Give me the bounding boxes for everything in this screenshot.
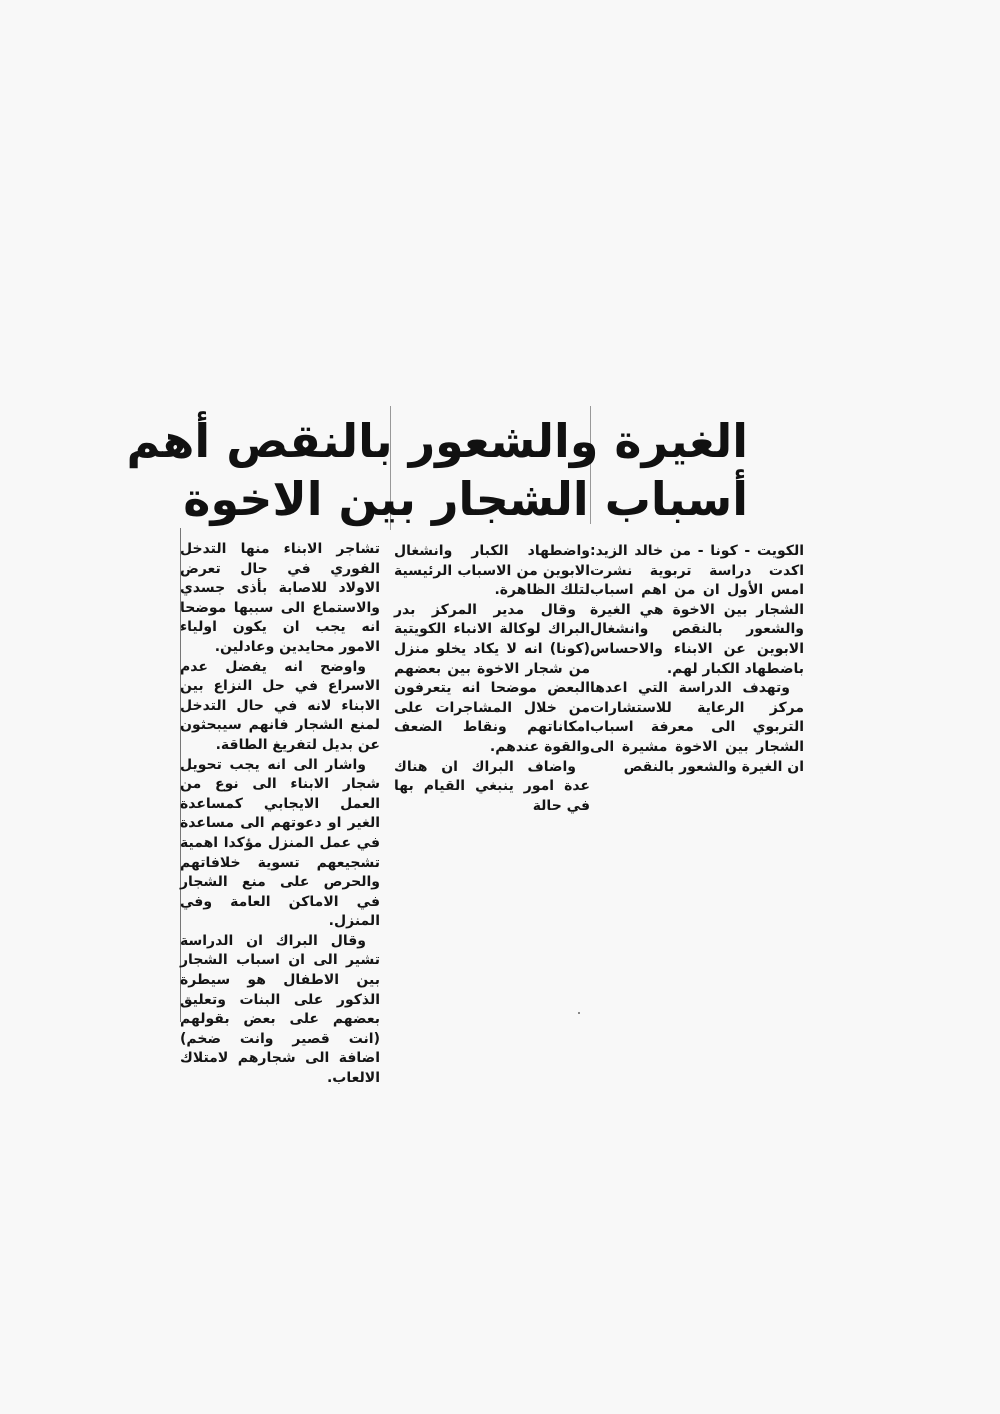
- paragraph: واضطهاد الكبار وانشغال الابوين من الاسباب الرئيسية لتلك الظاهرة.: [394, 543, 590, 599]
- article-column-left: [180, 540, 380, 1089]
- headline-line-1: الغيرة والشعور بالنقص أهم: [126, 414, 748, 468]
- paragraph: وقال مدير المركز بدر البراك لوكالة الانباء الكويتية (كونا) انه لا يكاد يخلو منزل من شجار الاخوة بين بعضهم البعض موضحا انه يتعرفون من خلال المشاجرات على امكاناتهم ونقاط الضعف والقوة عندهم.: [394, 601, 590, 755]
- speck: [578, 1012, 580, 1014]
- paragraph: تشاجر الابناء منها التدخل الفوري في حال تعرض الاولاد للاصابة بأذى جسدي والاستماع الى سببها موضحا انه يجب ان يكون اولياء الامور محايدين وعادلين.: [180, 541, 380, 655]
- paragraph: واوضح انه يفضل عدم الاسراع في حل النزاع بين الابناء لانه في حال التدخل لمنع الشجار فانهم سيبحثون عن بديل لتفريغ الطاقة.: [180, 658, 380, 753]
- paragraph: واشار الى انه يجب تحويل شجار الابناء الى نوع من العمل الايجابي كمساعدة الغير او دعوتهم الى مساعدة في عمل المنزل مؤكدا اهمية تشجيعهم تسوية خلافاتهم والحرص على منع الشجار في الاماكن العامة وفي المنزل.: [180, 756, 380, 930]
- article-column-right: [590, 542, 804, 777]
- article-column-middle: [394, 542, 590, 816]
- headline-line-2: أسباب الشجار بين الاخوة: [183, 472, 748, 526]
- paragraph: الكويت - كونا - من خالد الزيد: اكدت دراسة تربوية نشرت امس الأول ان من اهم اسباب الشجار بين الاخوة هي الغيرة والشعور بالنقص وانشغال الابوين عن الابناء والاحساس باضطهاد الكبار لهم.: [590, 543, 804, 677]
- paragraph: واضاف البراك ان هناك عدة امور ينبغي القيام بها في حالة: [394, 758, 590, 814]
- article-headline: [126, 412, 748, 528]
- newspaper-clipping: [126, 404, 810, 1087]
- paragraph: وتهدف الدراسة التي اعدها مركز الرعاية للاستشارات التربوي الى معرفة اسباب الشجار بين الاخوة مشيرة الى ان الغيرة والشعور بالنقص: [590, 680, 804, 775]
- paragraph: وقال البراك ان الدراسة تشير الى ان اسباب الشجار بين الاطفال هو سيطرة الذكور على البنات وتعليق بعضهم على بعض بقولهم (انت قصير وانت ضخم) اضافة الى شجارهم لامتلاك الالعاب.: [180, 932, 380, 1087]
